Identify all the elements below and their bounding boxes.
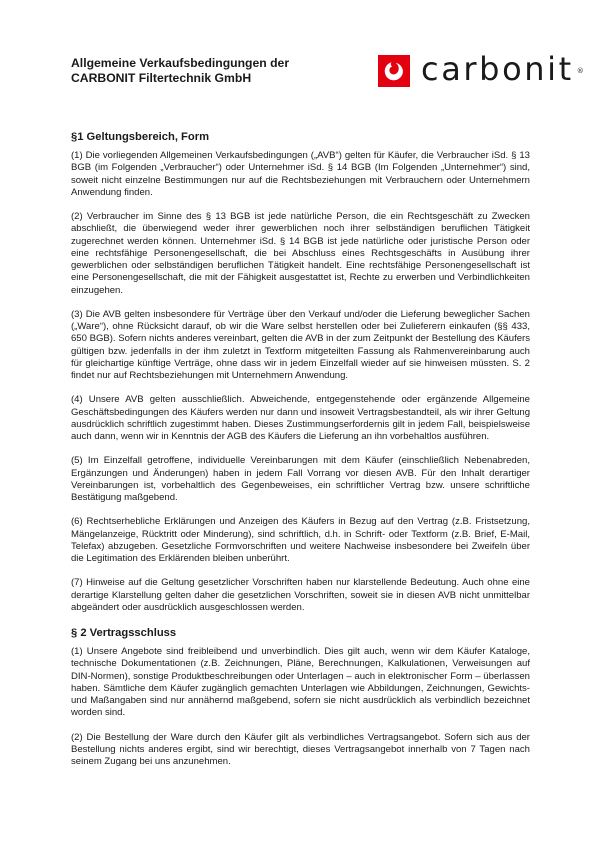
document-title-line-2: CARBONIT Filtertechnik GmbH [71,71,252,85]
document-title-line-1: Allgemeine Verkaufsbedingungen der [71,56,290,70]
section-1-paragraph-5: (5) Im Einzelfall getroffene, individuelle Vereinbarungen mit dem Käufer (einschließlich Nebenabreden, Ergänzungen und Änderungen) haben in jedem Fall Vorrang vor diesen AVB. Für den Inhalt derartiger Vereinbarungen ist, vorbehaltlich des Gegenbeweises, ein schriftlicher Vertrag bzw. unsere schriftliche Bestätigung maßgebend. [71,455,530,503]
section-1-paragraph-4: (4) Unsere AVB gelten ausschließlich. Abweichende, entgegenstehende oder ergänzende Allgemeine Geschäftsbedingungen des Käufers werden nur dann und insoweit Vertragsbestandteil, als wir ihrer Geltung ausdrücklich schriftlich zugestimmt haben. Dieses Zustimmungserfordernis gilt in jedem Fall, beispielsweise auch dann, wenn wir in Kenntnis der AGB des Käufers die Lieferung an ihn vorbehaltlos ausführen. [71,394,530,442]
section-2-paragraph-2: (2) Die Bestellung der Ware durch den Käufer gilt als verbindliches Vertragsangebot. Sofern sich aus der Bestellung nichts anderes ergibt, sind wir berechtigt, dieses Vertragsangebot innerhalb von 7 Tagen nach seinem Zugang bei uns anzunehmen. [71,731,530,767]
carbonit-wordmark [421,50,584,88]
carbonit-logo [378,50,584,88]
section-1 [71,130,530,614]
section-1-title: §1 Geltungsbereich, Form [71,131,210,143]
section-2-paragraph-1: (1) Unsere Angebote sind freibleibend und unverbindlich. Dies gilt auch, wenn wir dem Käufer Kataloge, technische Dokumentationen (z.B. Zeichnungen, Pläne, Berechnungen, Kalkulationen, Verweisungen auf DIN-Normen), sonstige Produktbeschreibungen oder Unterlagen – auch in elektronischer Form – überlassen haben. Sämtliche dem Käufer zugänglich gemachten Unterlagen wie Abbildungen, Zeichnungen, Gewichts- und Maßangaben sind nur annähernd maßgebend, sofern sie nicht ausdrücklich als verbindlich bezeichnet worden sind. [71,646,530,719]
section-1-paragraph-3: (3) Die AVB gelten insbesondere für Verträge über den Verkauf und/oder die Lieferung beweglicher Sachen („Ware“), ohne Rücksicht darauf, ob wir die Ware selbst herstellen oder bei Zulieferern einkaufen (§§ 433, 650 BGB). Sofern nichts anderes vereinbart, gelten die AVB in der zum Zeitpunkt der Bestellung des Käufers gültigen bzw. jedenfalls in der ihm zuletzt in Textform mitgeteilten Fassung als Rahmenvereinbarung auch für gleichartige künftige Verträge, ohne dass wir in jedem Einzelfall wieder auf sie hinweisen müssten. S. 2 findet nur auf Rechtsbeziehungen mit Unternehmern Anwendung. [71,308,530,381]
carbonit-wordmark-text: carbonit [421,50,574,88]
section-2-title: § 2 Vertragsschluss [71,627,177,639]
document-title [71,56,289,86]
document-body [71,130,530,780]
carbonit-logo-icon [378,55,410,87]
section-2 [71,626,530,768]
registered-mark: ® [576,67,584,75]
section-1-paragraph-7: (7) Hinweise auf die Geltung gesetzlicher Vorschriften haben nur klarstellende Bedeutung. Auch ohne eine derartige Klarstellung gelten daher die gesetzlichen Vorschriften, soweit sie in diesen AVB nicht unmittelbar abgeändert oder ausdrücklich ausgeschlossen werden. [71,577,530,613]
section-1-paragraph-1: (1) Die vorliegenden Allgemeinen Verkaufsbedingungen („AVB“) gelten für Käufer, die Verbraucher iSd. § 13 BGB (im Folgenden „Verbraucher“) oder Unternehmer iSd. § 14 BGB (Im Folgenden „Unternehmer“) sind, soweit nicht einzelne Bestimmungen nur auf die Rechtsbeziehungen mit Verbrauchern oder Unternehmern Anwendung finden. [71,150,530,198]
section-1-paragraph-6: (6) Rechtserhebliche Erklärungen und Anzeigen des Käufers in Bezug auf den Vertrag (z.B. Fristsetzung, Mängelanzeige, Rücktritt oder Minderung), sind schriftlich, d.h. in Schrift- oder Textform (z.B. Brief, E-Mail, Telefax) abzugeben. Gesetzliche Formvorschriften und weitere Nachweise insbesondere bei Zweifeln über die Legitimation des Erklärenden bleiben unberührt. [71,516,530,564]
section-1-paragraph-2: (2) Verbraucher im Sinne des § 13 BGB ist jede natürliche Person, die ein Rechtsgeschäft zu Zwecken abschließt, die überwiegend weder ihrer gewerblichen noch ihrer selbständigen beruflichen Tätigkeit zugerechnet werden können. Unternehmer iSd. § 14 BGB ist jede natürliche oder juristische Person oder eine rechtsfähige Personengesellschaft, die bei Abschluss eines Rechtsgeschäfts in Ausübung ihrer gewerblichen oder selbständigen beruflichen Tätigkeit handelt. Eine rechtsfähige Personengesellschaft ist eine Personengesellschaft, die mit der Fähigkeit ausgestattet ist, Rechte zu erwerben und Verbindlichkeiten einzugehen. [71,211,530,296]
